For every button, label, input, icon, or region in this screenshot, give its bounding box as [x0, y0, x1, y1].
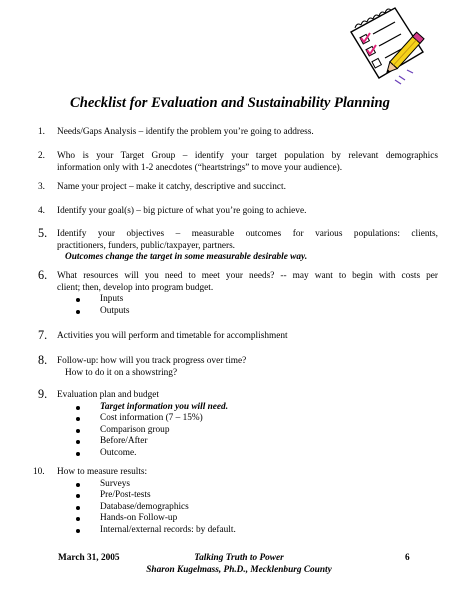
item-number: 1. — [38, 127, 45, 137]
item-number: 8. — [38, 353, 48, 367]
item-number: 5. — [38, 226, 48, 240]
bullet-icon — [76, 406, 80, 410]
bullet-icon — [76, 417, 80, 421]
item-text: How to do it on a showstring? — [65, 367, 178, 378]
item-number: 2. — [38, 151, 45, 161]
list-item: Target information you will need. — [74, 402, 228, 414]
list-item: Internal/external records: by default. — [74, 525, 236, 537]
item-number: 7. — [38, 328, 48, 342]
list-item: Inputs — [74, 294, 129, 306]
list-item: Hands-on Follow-up — [74, 513, 236, 525]
item-number: 3. — [38, 182, 45, 192]
bullet-icon — [76, 298, 80, 302]
list-item: Outcome. — [74, 448, 228, 460]
item-number: 4. — [38, 206, 45, 216]
checklist-pencil-clipart — [337, 4, 433, 90]
bullet-icon — [76, 494, 80, 498]
bullet-list — [74, 402, 228, 460]
item-text: What resources will you need to meet your needs? -- may want to begin with costs per — [57, 271, 438, 281]
item-text: Name your project – make it catchy, descriptive and succinct. — [57, 182, 286, 192]
item-text: practitioners, funders, public/taxpayer, partners. — [57, 240, 236, 251]
list-item: Before/After — [74, 436, 228, 448]
list-item: Database/demographics — [74, 502, 236, 514]
bullet-icon — [76, 483, 80, 487]
item-text: Evaluation plan and budget — [57, 390, 159, 400]
item-number: 10. — [33, 467, 45, 477]
item-text: client; then, develop into program budget. — [57, 282, 214, 293]
item-text: Follow-up: how will you track progress over time? — [57, 356, 247, 366]
list-item: Pre/Post-tests — [74, 490, 236, 502]
bullet-list — [74, 479, 236, 537]
item-text: How to measure results: — [57, 467, 148, 477]
page-title: Checklist for Evaluation and Sustainability Planning — [70, 95, 390, 111]
footer-attribution — [146, 553, 332, 576]
item-text: Who is your Target Group – identify your target population by relevant demographics — [57, 151, 438, 161]
footer-page-number: 6 — [405, 553, 410, 563]
list-item: Cost information (7 – 15%) — [74, 413, 228, 425]
item-number: 9. — [38, 387, 48, 401]
item-text: Needs/Gaps Analysis – identify the problem you’re going to address. — [57, 127, 314, 137]
bullet-icon — [76, 452, 80, 456]
item-emphasis: Outcomes change the target in some measurable desirable way. — [65, 252, 308, 263]
footer-line-1: Talking Truth to Power — [194, 553, 284, 563]
list-item: Comparison group — [74, 425, 228, 437]
list-item: Surveys — [74, 479, 236, 491]
bullet-icon — [76, 310, 80, 314]
item-text: Identify your objectives – measurable outcomes for various populations: clients, — [57, 229, 438, 239]
bullet-list — [74, 294, 129, 317]
bullet-icon — [76, 440, 80, 444]
item-text: Identify your goal(s) – big picture of what you’re going to achieve. — [57, 206, 307, 216]
bullet-icon — [76, 517, 80, 521]
item-text: Activities you will perform and timetable for accomplishment — [57, 331, 288, 341]
footer-date: March 31, 2005 — [58, 553, 120, 563]
bullet-icon — [76, 529, 80, 533]
list-item: Outputs — [74, 306, 129, 318]
bullet-icon — [76, 506, 80, 510]
item-text: information only with 1-2 anecdotes (“heartstrings” to move your audience). — [57, 162, 343, 173]
item-number: 6. — [38, 268, 48, 282]
bullet-icon — [76, 429, 80, 433]
footer-line-2: Sharon Kugelmass, Ph.D., Mecklenburg County — [146, 564, 332, 575]
